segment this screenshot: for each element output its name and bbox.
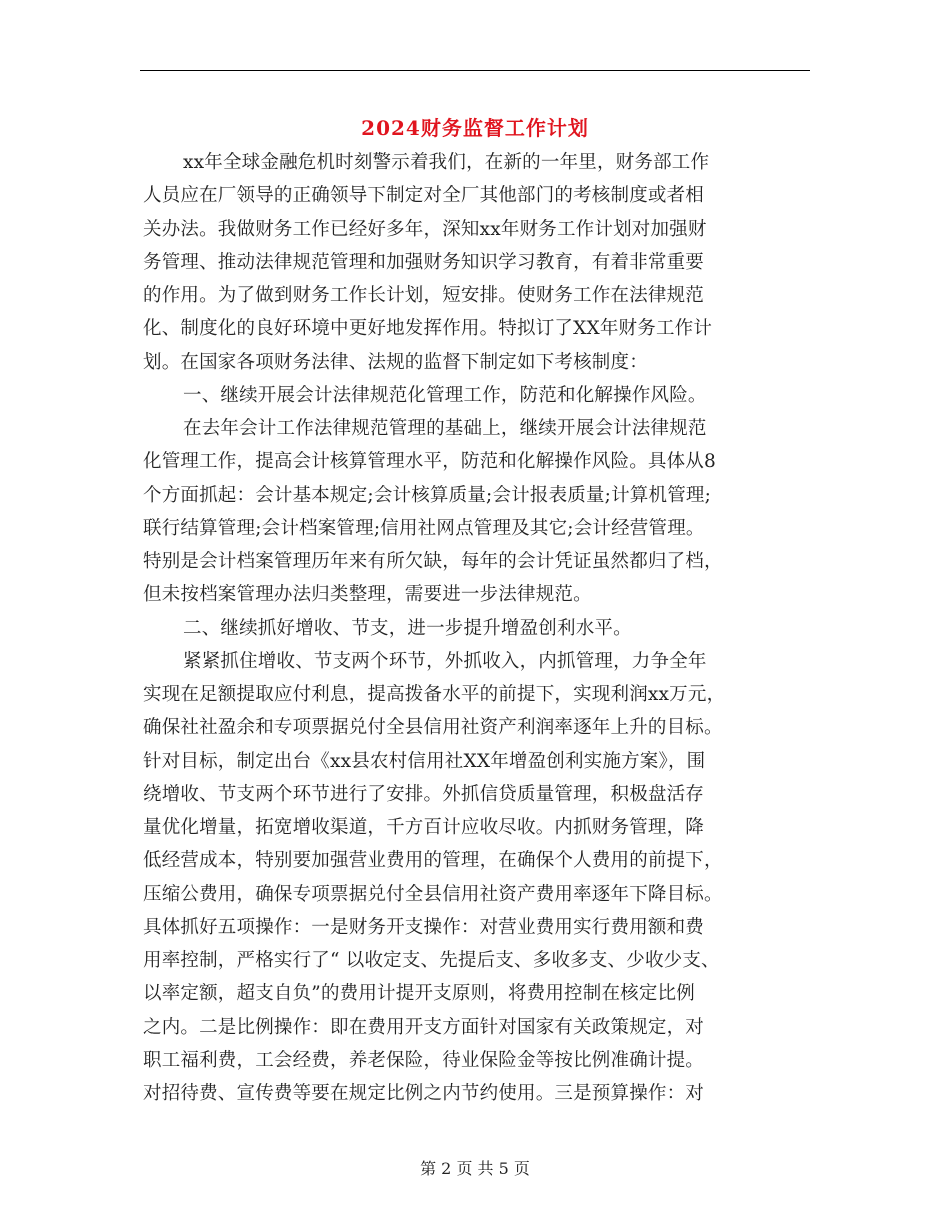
text-line: 联行结算管理;会计档案管理;信用社网点管理及其它;会计经营管理。 <box>143 517 705 539</box>
text-line: 务管理、推动法律规范管理和加强财务知识学习教育，有着非常重要 <box>143 251 705 273</box>
text-line: 在去年会计工作法律规范管理的基础上，继续开展会计法律规范 <box>183 418 707 439</box>
text-line: 个方面抓起：会计基本规定;会计核算质量;会计报表质量;计算机管理; <box>143 484 712 506</box>
text-line: 绕增收、节支两个环节进行了安排。外抓信贷质量管理，积极盘活存 <box>143 783 705 805</box>
text-line: 特别是会计档案管理历年来有所欠缺，每年的会计凭证虽然都归了档， <box>143 551 723 572</box>
text-line: 实现在足额提取应付利息，提高拨备水平的前提下，实现利润xx万元， <box>143 684 726 705</box>
text-line: 化、制度化的良好环境中更好地发挥作用。特拟订了XX年财务工作计 <box>143 318 713 340</box>
text-line: 的作用。为了做到财务工作长计划，短安排。使财务工作在法律规范 <box>143 285 705 306</box>
text-line: 量优化增量，拓宽增收渠道，千方百计应收尽收。内抓财务管理，降 <box>143 817 705 838</box>
text-line: 划。在国家各项财务法律、法规的监督下制定如下考核制度： <box>143 351 648 373</box>
text-line: 但未按档案管理办法归类整理，需要进一步法律规范。 <box>143 584 592 606</box>
text-line: xx年全球金融危机时刻警示着我们，在新的一年里，财务部工作 <box>183 152 710 173</box>
text-line: 低经营成本，特别要加强营业费用的管理，在确保个人费用的前提下， <box>143 850 723 872</box>
document-title: 2024财务监督工作计划 <box>361 116 589 140</box>
text-line: 一、继续开展会计法律规范化管理工作，防范和化解操作风险。 <box>183 384 707 406</box>
text-line: 人员应在厂领导的正确领导下制定对全厂其他部门的考核制度或者相 <box>143 185 705 207</box>
text-line: 化管理工作，提高会计核算管理水平，防范和化解操作风险。具体从8 <box>143 451 716 473</box>
text-line: 以率定额，超支自负”的费用计提开支原则，将费用控制在核定比例 <box>143 983 695 1005</box>
text-line: 职工福利费，工会经费，养老保险，待业保险金等按比例准确计提。 <box>143 1049 705 1071</box>
page-footer: 第 2 页 共 5 页 <box>420 1159 530 1178</box>
text-line: 用率控制，严格实行了“ 以收定支、先提后支、多收多支、少收少支、 <box>143 950 720 971</box>
text-line: 紧紧抓住增收、节支两个环节，外抓收入，内抓管理，力争全年 <box>183 650 707 672</box>
text-line: 针对目标，制定出台《xx县农村信用社XX年增盈创利实施方案》，围 <box>143 750 706 772</box>
text-line: 之内。二是比例操作：即在费用开支方面针对国家有关政策规定，对 <box>143 1016 705 1038</box>
text-line: 二、继续抓好增收、节支，进一步提升增盈创利水平。 <box>183 617 632 639</box>
text-line: 具体抓好五项操作：一是财务开支操作：对营业费用实行费用额和费 <box>143 916 705 938</box>
text-line: 确保社社盈余和专项票据兑付全县信用社资产利润率逐年上升的目标。 <box>143 717 723 739</box>
text-line: 关办法。我做财务工作已经好多年，深知xx年财务工作计划对加强财 <box>143 218 707 240</box>
header-rule <box>140 70 810 71</box>
text-line: 压缩公费用，确保专项票据兑付全县信用社资产费用率逐年下降目标。 <box>143 883 723 905</box>
text-line: 对招待费、宣传费等要在规定比例之内节约使用。三是预算操作：对 <box>143 1083 705 1104</box>
